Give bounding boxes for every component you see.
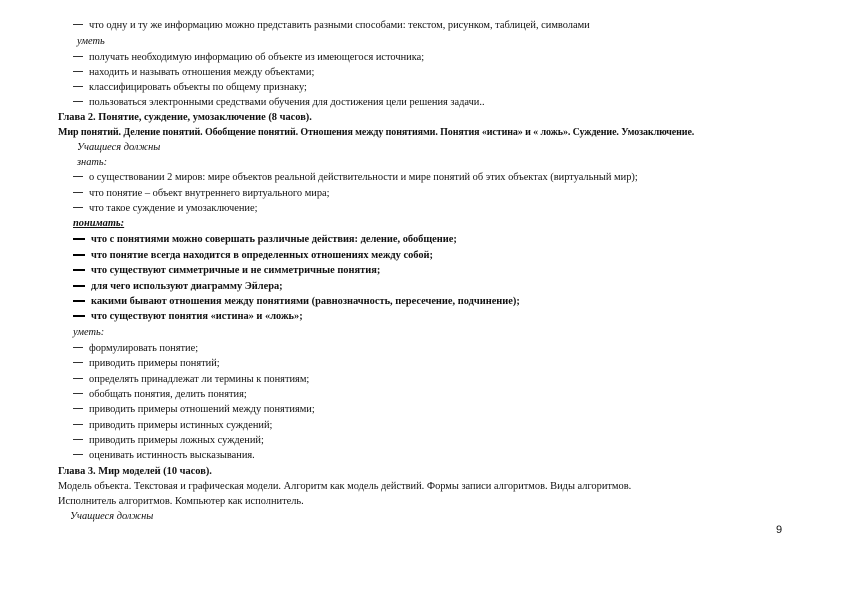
dash-icon: [73, 439, 83, 440]
students-must-2: Учащиеся должны: [70, 511, 154, 522]
bullet-line: [73, 96, 485, 109]
chapter-3-topics: Модель объекта. Текстовая и графическая модели. Алгоритм как модель действий. Формы записи алгоритмов. Виды алгоритмов.: [58, 481, 632, 492]
bullet-line: [73, 66, 314, 79]
dash-icon: [73, 393, 83, 394]
dash-icon: [73, 300, 85, 302]
line-text: что существуют симметричные и не симметричные понятия;: [91, 265, 381, 276]
line-text: пользоваться электронными средствами обучения для достижения цели решения задачи..: [89, 97, 485, 108]
dash-icon: [73, 101, 83, 102]
line-text: формулировать понятие;: [89, 343, 199, 354]
chapter-2-topics: Мир понятий. Деление понятий. Обобщение понятий. Отношения между понятиями. Понятия «истина» и « ложь». Суждение. Умозаключение.: [58, 127, 695, 138]
subheading-znat: знать:: [77, 157, 108, 168]
dash-icon: [73, 176, 83, 177]
line-text: что существуют понятия «истина» и «ложь»;: [91, 311, 303, 322]
students-must: Учащиеся должны: [77, 142, 161, 153]
line-text: приводить примеры ложных суждений;: [89, 435, 264, 446]
line-text: получать необходимую информацию об объекте из имеющегося источника;: [89, 52, 425, 63]
dash-icon: [73, 378, 83, 379]
line-text: приводить примеры отношений между понятиями;: [89, 404, 315, 415]
bullet-line-bold: [73, 249, 433, 262]
dash-icon: [73, 192, 83, 193]
bullet-line-bold: [73, 264, 380, 277]
bullet-line: [73, 373, 309, 386]
bullet-line-bold: [73, 295, 520, 308]
dash-icon: [73, 315, 85, 317]
line-text: приводить примеры понятий;: [89, 358, 220, 369]
dash-icon: [73, 285, 85, 287]
subheading-umet: уметь: [77, 36, 105, 47]
bullet-line-bold: [73, 233, 457, 246]
bullet-line: [73, 403, 315, 416]
bullet-line-bold: [73, 280, 283, 293]
dash-icon: [73, 207, 83, 208]
chapter-3-topics-cont: Исполнитель алгоритмов. Компьютер как исполнитель.: [58, 496, 304, 507]
line-text: находить и называть отношения между объектами;: [89, 67, 315, 78]
dash-icon: [73, 347, 83, 348]
dash-icon: [73, 56, 83, 57]
line-text: что одну и ту же информацию можно представить разными способами: текстом, рисунком, таблицей, символами: [89, 20, 590, 31]
bullet-line: [73, 187, 330, 200]
bullet-line: [73, 419, 272, 432]
bullet-line: [73, 171, 638, 184]
line-text: определять принадлежат ли термины к понятиям;: [89, 374, 310, 385]
dash-icon: [73, 454, 83, 455]
dash-icon: [73, 71, 83, 72]
chapter-3-heading: Глава 3. Мир моделей (10 часов).: [58, 466, 212, 477]
line-text: приводить примеры истинных суждений;: [89, 420, 273, 431]
dash-icon: [73, 254, 85, 256]
line-text: что понятие – объект внутреннего виртуального мира;: [89, 188, 330, 199]
dash-icon: [73, 86, 83, 87]
line-text: оценивать истинность высказывания.: [89, 450, 255, 461]
line-text: обобщать понятия, делить понятия;: [89, 389, 247, 400]
line-text: для чего используют диаграмму Эйлера;: [91, 281, 283, 292]
bullet-line: [73, 388, 247, 401]
line-text: классифицировать объекты по общему признаку;: [89, 82, 307, 93]
dash-icon: [73, 424, 83, 425]
dash-icon: [73, 24, 83, 25]
bullet-line-bold: [73, 310, 303, 323]
dash-icon: [73, 408, 83, 409]
bullet-line: [73, 357, 220, 370]
dash-icon: [73, 238, 85, 240]
dash-icon: [73, 269, 85, 271]
bullet-line: [73, 51, 424, 64]
bullet-line: [73, 202, 257, 215]
bullet-line: [73, 434, 264, 447]
bullet-line: [73, 342, 198, 355]
bullet-line: [73, 19, 590, 32]
line-text: что понятие всегда находится в определенных отношениях между собой;: [91, 250, 433, 261]
line-text: что с понятиями можно совершать различные действия: деление, обобщение;: [91, 234, 457, 245]
subheading-umet-2: уметь:: [73, 327, 105, 338]
page-number: 9: [776, 524, 783, 536]
dash-icon: [73, 362, 83, 363]
chapter-2-heading: Глава 2. Понятие, суждение, умозаключение (8 часов).: [58, 112, 312, 123]
subheading-ponimat: понимать:: [73, 218, 125, 229]
line-text: о существовании 2 миров: мире объектов реальной действительности и мире понятий об этих объектах (виртуальный мир);: [89, 172, 638, 183]
bullet-line: [73, 81, 307, 94]
bullet-line: [73, 449, 255, 462]
line-text: какими бывают отношения между понятиями (равнозначность, пересечение, подчинение);: [91, 296, 520, 307]
line-text: что такое суждение и умозаключение;: [89, 203, 258, 214]
